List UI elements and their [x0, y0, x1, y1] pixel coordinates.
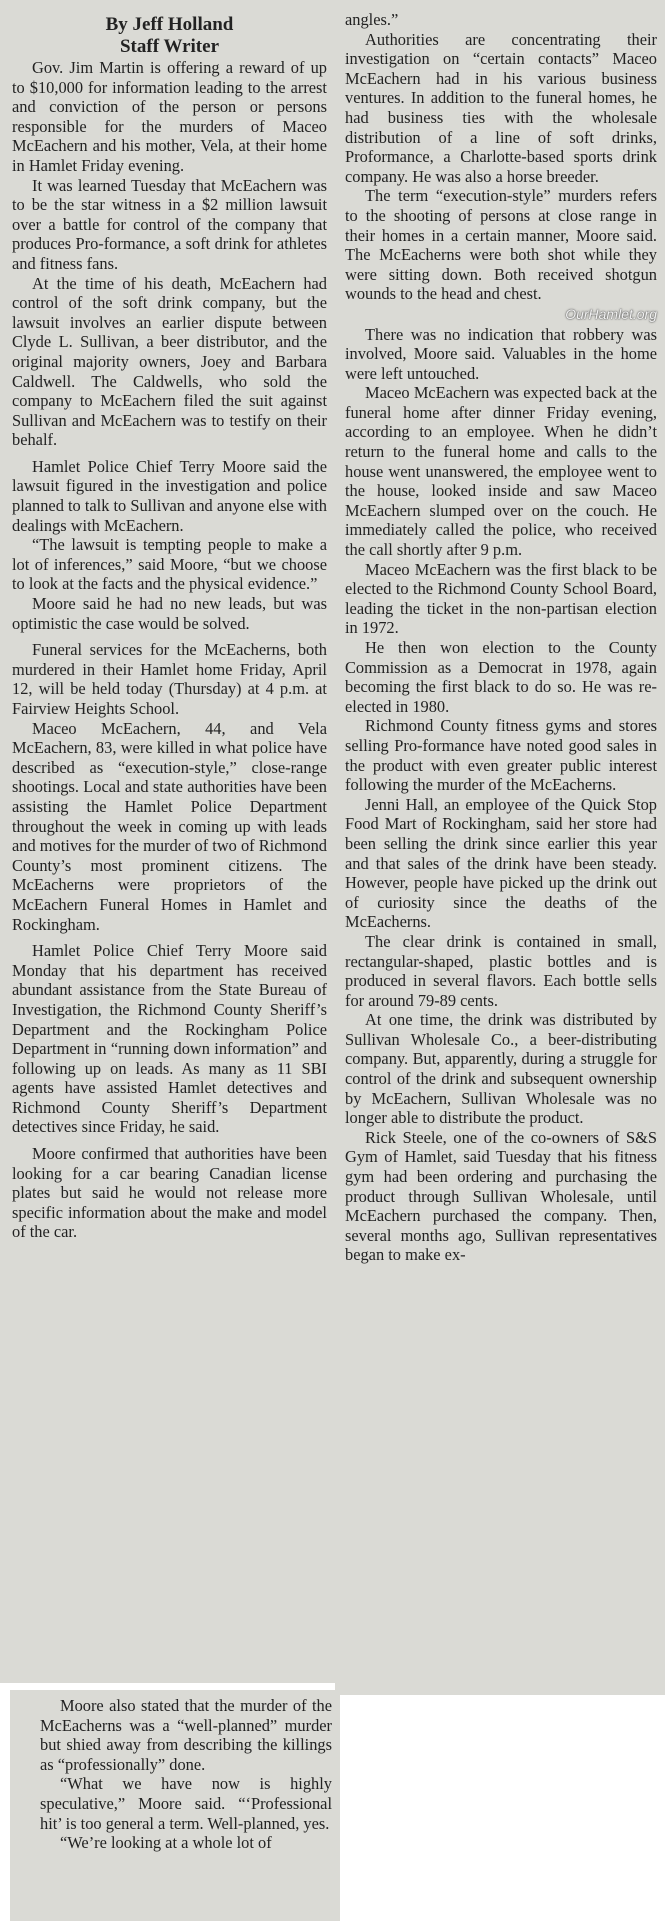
paragraph: Maceo McEachern, 44, and Vela McEachern, 83, were killed in what police have described as “execution-style,” close-range shootings. Local and state authorities have been assisting the Hamlet Police Department throughout the week in coming up with leads and motives for the murder of two of Richmond County’s most prominent citizens. The McEacherns were proprietors of the McEachern Funeral Homes in Hamlet and Rockingham. — [12, 718, 327, 934]
paragraph: At the time of his death, McEachern had control of the soft drink company, but the lawsuit involves an earlier dispute between Clyde L. Sullivan, a beer distributor, and the original majority owners, Joey and Barbara Caldwell. The Caldwells, who sold the company to McEachern filed the suit against Sullivan and McEachern was to testify on their behalf. — [12, 273, 327, 450]
paragraph: He then won election to the County Commission as a Democrat in 1978, again becoming the first black to do so. He was re-elected in 1980. — [345, 638, 657, 716]
right-column-text — [345, 10, 657, 1265]
clipping-left-continuation — [10, 1690, 340, 1921]
paragraph: It was learned Tuesday that McEachern was to be the star witness in a $2 million lawsuit over a battle for control of the company that produces Pro-formance, a soft drink for athletes and fitness fans. — [12, 175, 327, 273]
clipping-right-column — [335, 0, 665, 1695]
paragraph: Authorities are concentrating their investigation on “certain contacts” Maceo McEachern had in his various business ventures. In addition to the funeral homes, he had business ties with the wholesale distribution of a line of soft drinks, Proformance, a Charlotte-based sports drink company. He was also a horse breeder. — [345, 29, 657, 186]
byline-author: By Jeff Holland — [105, 14, 234, 35]
paragraph: At one time, the drink was distributed by Sullivan Wholesale Co., a beer-distributing company. But, apparently, during a struggle for control of the drink and subsequent ownership by McEachern, Sullivan Wholesale was no longer able to distribute the product. — [345, 1010, 657, 1128]
paragraph: Hamlet Police Chief Terry Moore said Monday that his department has received abundant assistance from the State Bureau of Investigation, the Richmond County Sheriff’s Department and the Rockingham Police Department in “running down information” and following up on leads. As many as 11 SBI agents have assisted Hamlet detectives and Richmond County Sheriff’s Department detectives since Friday, he said. — [12, 941, 327, 1137]
paragraph: Hamlet Police Chief Terry Moore said the lawsuit figured in the investigation and police planned to talk to Sullivan and anyone else with dealings with McEachern. — [12, 456, 327, 535]
paragraph: “We’re looking at a whole lot of — [60, 1833, 272, 1853]
paragraph: There was no indication that robbery was involved, Moore said. Valuables in the home were left untouched. — [345, 324, 657, 383]
left-bottom-text — [40, 1696, 332, 1853]
watermark-line — [345, 304, 657, 325]
paragraph: The clear drink is contained in small, rectangular-shaped, plastic bottles and is produced in several flavors. Each bottle sells for around 79-89 cents. — [345, 931, 657, 1010]
paragraph: Maceo McEachern was expected back at the funeral home after dinner Friday evening, according to an employee. When he didn’t return to the funeral home and calls to the house went unanswered, the employee went to the house, looked inside and saw Maceo McEachern slumped over on the couch. He immediately called the police, who received the call shortly after 9 p.m. — [345, 383, 657, 560]
paragraph: Richmond County fitness gyms and stores selling Pro-formance have noted good sales in the product with even greater public interest following the murder of the McEacherns. — [345, 716, 657, 795]
clipping-left-column — [0, 0, 335, 1683]
paragraph: Funeral services for the McEacherns, both murdered in their Hamlet home Friday, April 12, will be held today (Thursday) at 4 p.m. at Fairview Heights School. — [12, 640, 327, 718]
paragraph: Gov. Jim Martin is offering a reward of up to $10,000 for information leading to the arrest and conviction of the person or persons responsible for the murders of Maceo McEachern and his mother, Vela, at their home in Hamlet Friday evening. — [12, 58, 327, 175]
paragraph: Rick Steele, one of the co-owners of S&S Gym of Hamlet, said Tuesday that his fitness gym had been ordering and purchasing the product through Sullivan Wholesale, until McEachern purchased the company. Then, several months ago, Sullivan representatives began to make ex- — [345, 1127, 657, 1265]
watermark-text: OurHamlet.org — [565, 305, 657, 322]
paragraph: Moore confirmed that authorities have been looking for a car bearing Canadian license plates but said he would not release more specific information about the make and model of the car. — [12, 1144, 327, 1242]
paragraph: The term “execution-style” murders refers to the shooting of persons at close range in their homes in a certain manner, Moore said. The McEacherns were both shot while they were sitting down. Both received shotgun wounds to the head and chest. — [345, 186, 657, 304]
paragraph: Jenni Hall, an employee of the Quick Stop Food Mart of Rockingham, said her store had been selling the drink since earlier this year and that sales of the drink have been steady. However, people have picked up the drink out of curiosity since the deaths of the McEacherns. — [345, 794, 657, 932]
paragraph: Moore said he had no new leads, but was optimistic the case would be solved. — [12, 594, 327, 633]
byline-role: Staff Writer — [119, 36, 220, 57]
paragraph: Moore also stated that the murder of the McEacherns was a “well-planned” murder but shied away from describing the killings as “professionally” done. — [40, 1696, 332, 1774]
paragraph: “What we have now is highly speculative,” Moore said. “‘Professional hit’ is too general a term. Well-planned, yes. — [40, 1774, 332, 1833]
paragraph: angles.” — [345, 10, 399, 29]
paragraph: Maceo McEachern was the first black to be elected to the Richmond County School Board, leading the ticket in the non-partisan election in 1972. — [345, 559, 657, 638]
left-column-text — [12, 58, 327, 1242]
paragraph: “The lawsuit is tempting people to make a lot of inferences,” said Moore, “but we choose to look at the facts and the physical evidence.” — [12, 535, 327, 594]
